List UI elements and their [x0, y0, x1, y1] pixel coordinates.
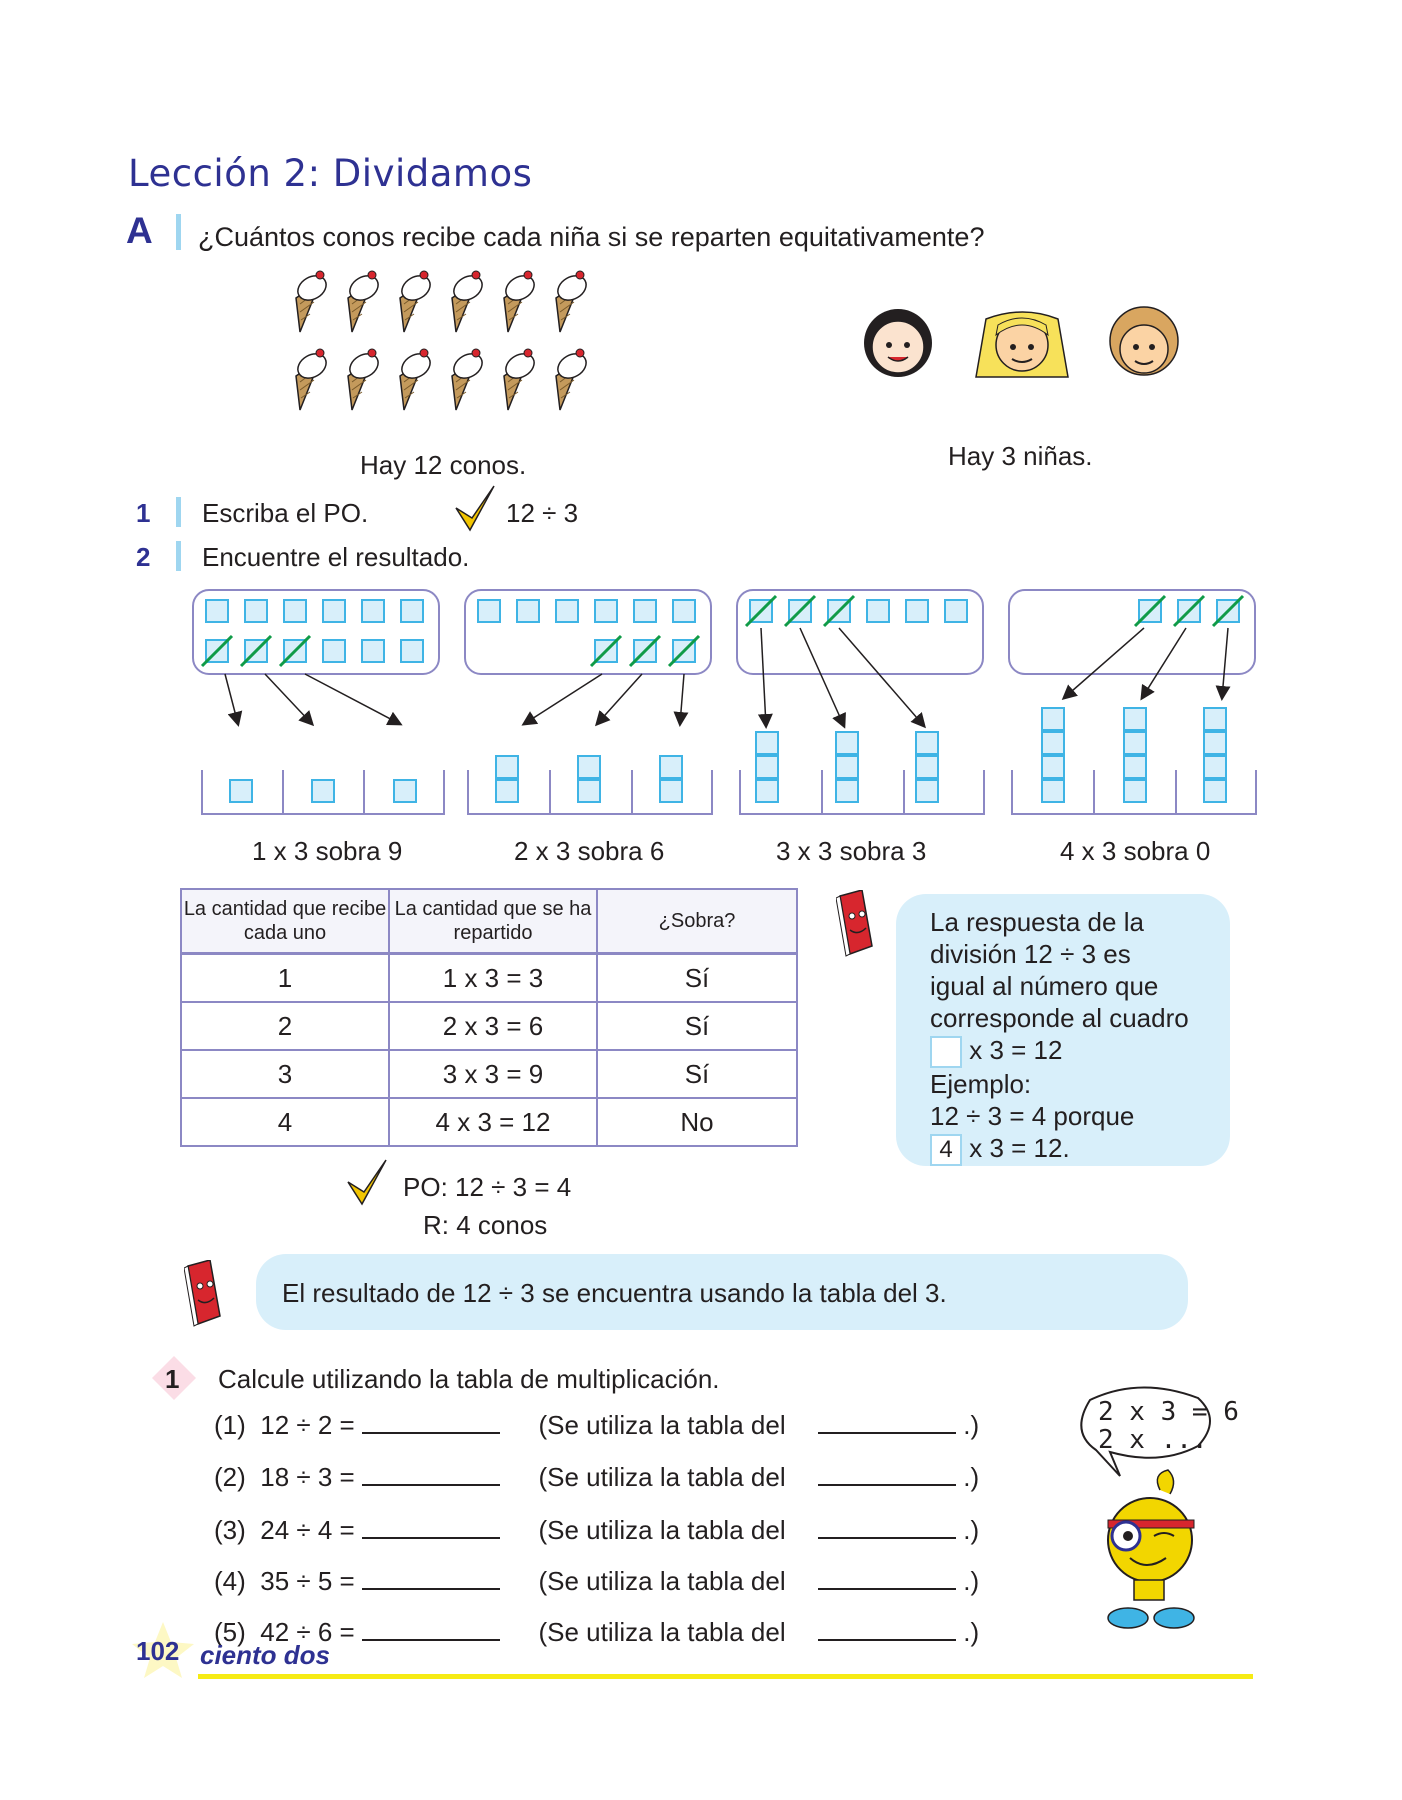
table-cell: 2 x 3 = 6 [389, 1002, 597, 1050]
cone-row-bottom [294, 349, 591, 410]
distribution-caption-1: 1 x 3 sobra 9 [252, 836, 403, 866]
table-header: La cantidad que se ha repartido [389, 889, 597, 954]
item-expr: 42 ÷ 6 = [260, 1617, 355, 1647]
item-expr: 12 ÷ 2 = [260, 1410, 355, 1440]
distribution-diagram [190, 588, 1270, 828]
mascot [1108, 1470, 1194, 1628]
note-text [930, 906, 1230, 1166]
distribution-caption-2: 2 x 3 sobra 6 [514, 836, 665, 866]
table-row [181, 1002, 797, 1050]
step-bar-1 [176, 497, 181, 527]
answer-blank[interactable] [362, 1410, 500, 1434]
page-number: 102 [136, 1636, 180, 1666]
cones-caption: Hay 12 conos. [360, 450, 527, 480]
item-close: .) [963, 1462, 980, 1492]
exercise-item [214, 1515, 979, 1546]
step-bar-2 [176, 541, 181, 571]
note-line: división 12 ÷ 3 es [930, 939, 1131, 969]
panel-2 [465, 590, 712, 814]
table-header: La cantidad que recibe cada uno [181, 889, 389, 954]
cone-row-top [294, 271, 591, 332]
table-cell: No [597, 1098, 797, 1146]
answer-blank[interactable] [362, 1515, 500, 1539]
distribution-caption-3: 3 x 3 sobra 3 [776, 836, 927, 866]
item-close: .) [963, 1410, 980, 1440]
item-label: (2) [214, 1462, 246, 1492]
answer-box: 4 [930, 1134, 962, 1166]
note-line: x 3 = 12. [969, 1133, 1070, 1164]
item-expr: 35 ÷ 5 = [260, 1566, 355, 1596]
answer-blank[interactable] [362, 1617, 500, 1641]
ice-cream-cones [290, 270, 610, 430]
empty-box [930, 1036, 962, 1068]
page-words: ciento dos [200, 1640, 331, 1670]
item-hint: (Se utiliza la tabla del [538, 1566, 786, 1596]
note-line: igual al número que [930, 971, 1159, 1001]
item-label: (3) [214, 1515, 246, 1545]
table-cell: 3 x 3 = 9 [389, 1050, 597, 1098]
step-answer-1: 12 ÷ 3 [506, 498, 579, 528]
section-letter: A [126, 210, 153, 251]
table-blank[interactable] [818, 1515, 956, 1539]
distribution-caption-4: 4 x 3 sobra 0 [1060, 836, 1211, 866]
note-line: x 3 = 12 [969, 1035, 1063, 1065]
check-icon [452, 482, 498, 534]
table-cell: 1 [181, 954, 389, 1003]
step-number-1: 1 [136, 498, 151, 528]
table-blank[interactable] [818, 1617, 956, 1641]
panel-1 [193, 590, 444, 814]
note-line: La respuesta de la [930, 907, 1144, 937]
exercise-number: 1 [165, 1364, 180, 1394]
exercise-item [214, 1410, 979, 1441]
table-blank[interactable] [818, 1462, 956, 1486]
girls-caption: Hay 3 niñas. [948, 441, 1093, 471]
girl-face-1 [864, 309, 932, 377]
table-row [181, 1050, 797, 1098]
table-cell: 2 [181, 1002, 389, 1050]
section-question: ¿Cuántos conos recibe cada niña si se reparten equitativamente? [198, 222, 985, 252]
check-icon [344, 1156, 390, 1208]
note-line-box [930, 1132, 1230, 1166]
item-expr: 18 ÷ 3 = [260, 1462, 355, 1492]
item-close: .) [963, 1566, 980, 1596]
speech-bubble-text [1098, 1398, 1239, 1454]
table-blank[interactable] [818, 1410, 956, 1434]
answer-blank[interactable] [362, 1462, 500, 1486]
speech-line: 2 x ... [1098, 1425, 1208, 1455]
item-close: .) [963, 1617, 980, 1647]
book-icon [836, 890, 876, 958]
item-hint: (Se utiliza la tabla del [538, 1462, 786, 1492]
item-hint: (Se utiliza la tabla del [538, 1515, 786, 1545]
section-bar [176, 214, 181, 250]
table-row [181, 954, 797, 1003]
item-label: (5) [214, 1617, 246, 1647]
answer-blank[interactable] [362, 1566, 500, 1590]
footer-line [198, 1674, 1253, 1679]
table-cell: 4 x 3 = 12 [389, 1098, 597, 1146]
table-cell: 1 x 3 = 3 [389, 954, 597, 1003]
table-blank[interactable] [818, 1566, 956, 1590]
step-number-2: 2 [136, 542, 151, 572]
step-text-1: Escriba el PO. [202, 498, 369, 528]
table-cell: 3 [181, 1050, 389, 1098]
division-table [180, 888, 798, 1147]
exercise-instruction: Calcule utilizando la tabla de multiplicación. [218, 1364, 720, 1394]
table-cell: 4 [181, 1098, 389, 1146]
item-hint: (Se utiliza la tabla del [538, 1410, 786, 1440]
table-cell: Sí [597, 954, 797, 1003]
item-label: (4) [214, 1566, 246, 1596]
exercise-item [214, 1462, 979, 1493]
note-line-box [930, 1034, 1230, 1068]
note-line: Ejemplo: [930, 1069, 1032, 1100]
lesson-title: Lección 2: Dividamos [128, 152, 533, 195]
speech-line: 2 x 3 = 6 [1098, 1397, 1239, 1427]
girl-face-2 [976, 312, 1068, 377]
exercise-item [214, 1566, 979, 1597]
item-label: (1) [214, 1410, 246, 1440]
table-header-row [181, 889, 797, 954]
item-hint: (Se utiliza la tabla del [538, 1617, 786, 1647]
result-po: PO: 12 ÷ 3 = 4 [403, 1172, 572, 1202]
note-line: corresponde al cuadro [930, 1003, 1189, 1033]
panel-3 [737, 590, 984, 814]
table-cell: Sí [597, 1002, 797, 1050]
table-row [181, 1098, 797, 1146]
result-r: R: 4 conos [423, 1210, 548, 1240]
girl-face-3 [1110, 307, 1178, 375]
girls-faces [858, 305, 1188, 385]
note-line: 12 ÷ 3 = 4 porque [930, 1101, 1135, 1132]
book-icon [184, 1260, 224, 1328]
panel-4 [1009, 590, 1256, 814]
step-text-2: Encuentre el resultado. [202, 542, 470, 572]
tip-text: El resultado de 12 ÷ 3 se encuentra usando la tabla del 3. [282, 1278, 947, 1308]
table-cell: Sí [597, 1050, 797, 1098]
item-close: .) [963, 1515, 980, 1545]
item-expr: 24 ÷ 4 = [260, 1515, 355, 1545]
table-header: ¿Sobra? [597, 889, 797, 954]
